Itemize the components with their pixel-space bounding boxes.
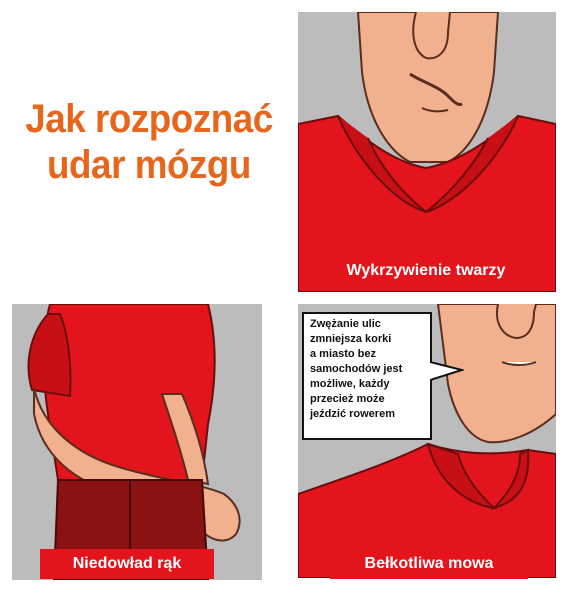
speech-line: Zwężanie ulic — [310, 318, 381, 330]
panel-arm-weakness — [12, 304, 262, 580]
title-line-1: Jak rozpoznać — [25, 97, 273, 141]
arm-weakness-illustration — [12, 304, 262, 580]
speech-line: a miasto bez — [310, 348, 377, 360]
face-droop-illustration — [298, 12, 556, 292]
speech-line: przecież może — [310, 393, 385, 405]
speech-line: jeździć rowerem — [310, 408, 395, 420]
speech-line: samochodów jest — [310, 363, 403, 375]
title-line-2: udar mózgu — [47, 143, 251, 187]
speech-line: możliwe, każdy — [310, 378, 390, 390]
speech-bubble-tail — [430, 356, 464, 386]
panel-face-droop — [298, 12, 556, 292]
speech-bubble — [302, 312, 432, 440]
speech-line: zmniejsza korki — [310, 333, 392, 345]
caption-slurred-speech: Bełkotliwa mowa — [330, 549, 528, 579]
caption-face-droop: Wykrzywienie twarzy — [320, 256, 532, 286]
caption-arm-weakness: Niedowład rąk — [40, 549, 214, 579]
infographic-title — [25, 96, 273, 188]
